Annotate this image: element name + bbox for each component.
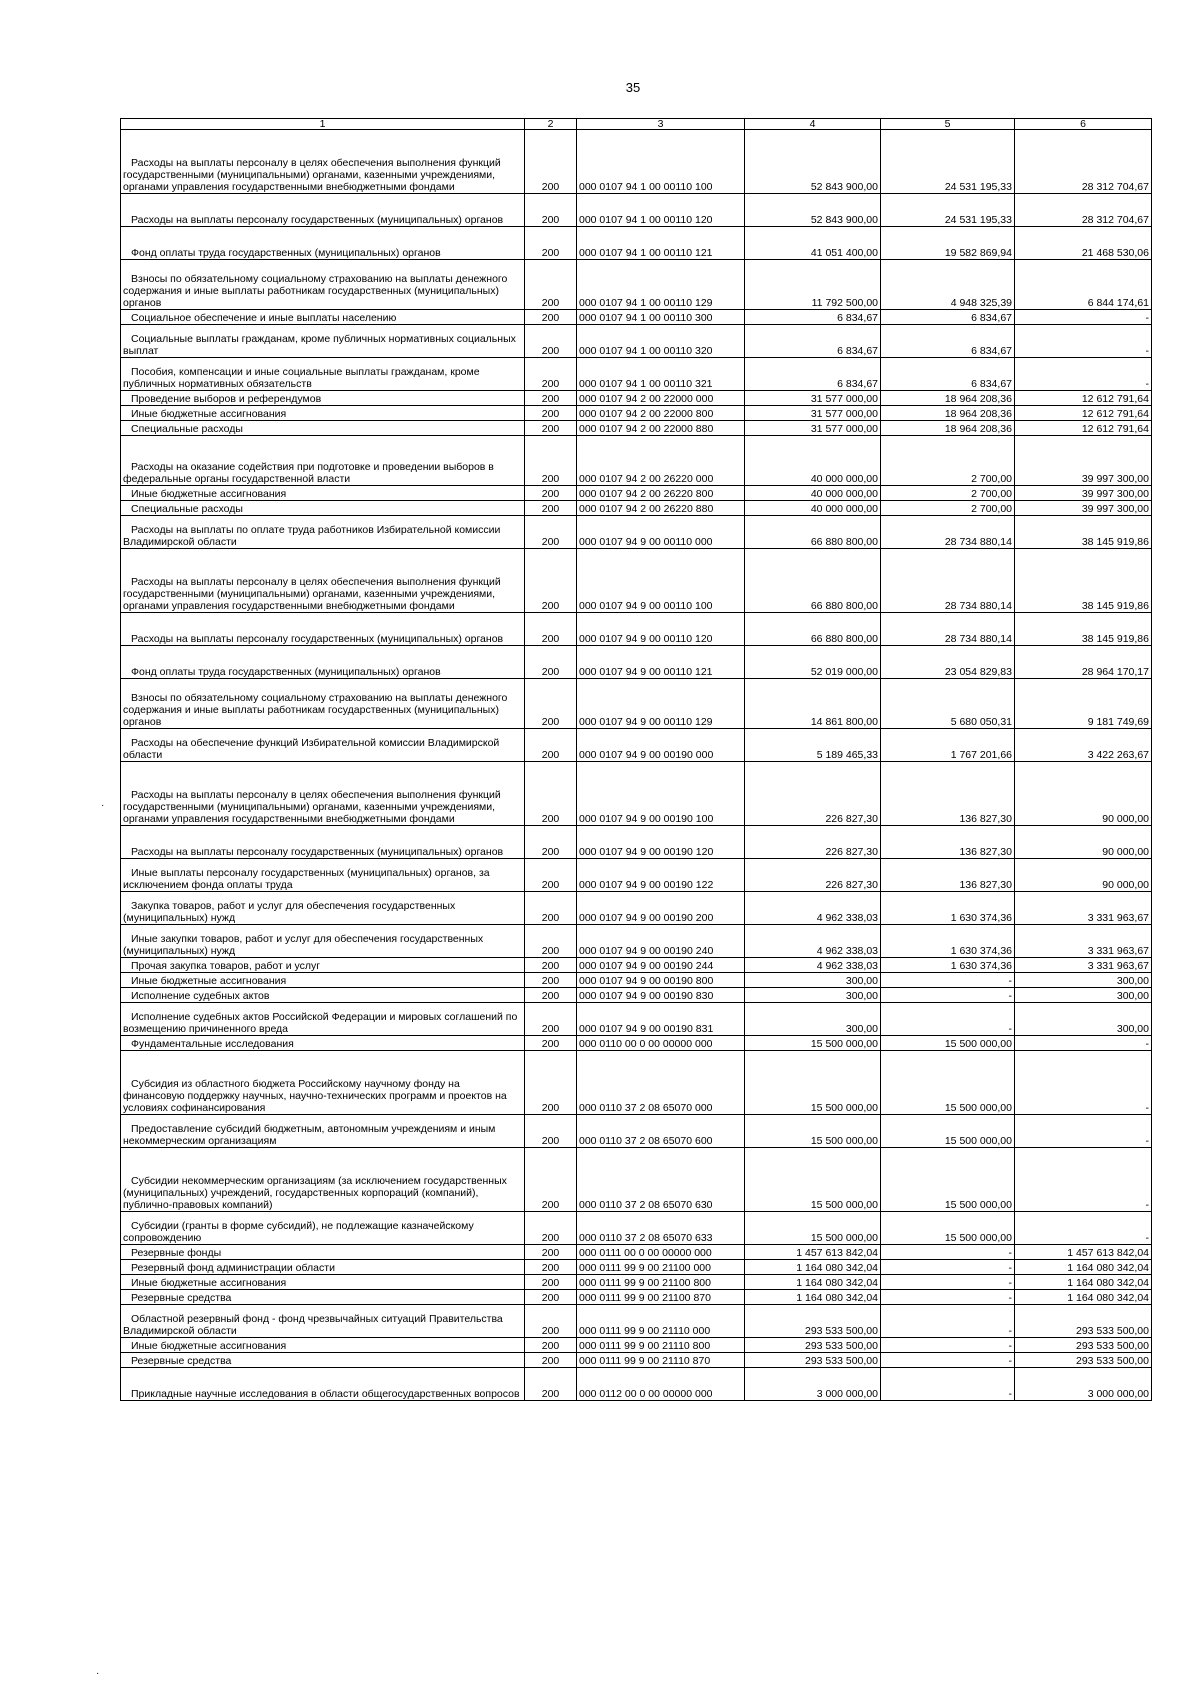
table-row [121,1338,1152,1353]
row-remaining-amount-cell: 300,00 [1015,988,1152,1003]
row-admin-code-cell: 200 [525,227,577,260]
row-budget-code-cell: 000 0111 99 9 00 21100 000 [577,1260,745,1275]
row-name-cell: Субсидии некоммерческим организациям (за исключением государственных (муниципальных) учреждений, государственных корпораций (компаний), публично-правовых компаний) [121,1148,525,1212]
row-admin-code-cell: 200 [525,646,577,679]
row-name-cell: Расходы на оказание содействия при подготовке и проведении выборов в федеральные органы государственной власти [121,436,525,486]
row-name-cell: Резервные средства [121,1290,525,1305]
row-approved-amount-cell: 31 577 000,00 [745,421,881,436]
row-budget-code-cell: 000 0107 94 9 00 00190 120 [577,826,745,859]
table-row [121,325,1152,358]
row-remaining-amount-cell: 1 164 080 342,04 [1015,1275,1152,1290]
row-name-cell: Расходы на выплаты персоналу государственных (муниципальных) органов [121,826,525,859]
table-row [121,646,1152,679]
row-admin-code-cell: 200 [525,1260,577,1275]
row-remaining-amount-cell: 293 533 500,00 [1015,1305,1152,1338]
table-row [121,436,1152,486]
row-budget-code-cell: 000 0110 37 2 08 65070 000 [577,1051,745,1115]
row-executed-amount-cell: - [881,1368,1015,1401]
row-name-cell: Прочая закупка товаров, работ и услуг [121,958,525,973]
row-remaining-amount-cell: 39 997 300,00 [1015,436,1152,486]
row-remaining-amount-cell: 21 468 530,06 [1015,227,1152,260]
row-executed-amount-cell: 136 827,30 [881,826,1015,859]
table-body [121,130,1152,1401]
row-admin-code-cell: 200 [525,729,577,762]
row-admin-code-cell: 200 [525,486,577,501]
table-row [121,1275,1152,1290]
table-row [121,1051,1152,1115]
table-row [121,549,1152,613]
row-remaining-amount-cell: 293 533 500,00 [1015,1338,1152,1353]
row-approved-amount-cell: 66 880 800,00 [745,516,881,549]
row-admin-code-cell: 200 [525,1368,577,1401]
row-admin-code-cell: 200 [525,1212,577,1245]
table-row [121,729,1152,762]
row-remaining-amount-cell: 38 145 919,86 [1015,549,1152,613]
row-executed-amount-cell: 18 964 208,36 [881,406,1015,421]
row-remaining-amount-cell: 9 181 749,69 [1015,679,1152,729]
row-admin-code-cell: 200 [525,391,577,406]
column-header: 5 [881,119,1015,130]
row-admin-code-cell: 200 [525,973,577,988]
row-approved-amount-cell: 1 164 080 342,04 [745,1260,881,1275]
row-admin-code-cell: 200 [525,1305,577,1338]
row-budget-code-cell: 000 0111 99 9 00 21110 000 [577,1305,745,1338]
table-row [121,958,1152,973]
table-row [121,227,1152,260]
row-executed-amount-cell: - [881,1245,1015,1260]
row-executed-amount-cell: 136 827,30 [881,762,1015,826]
row-budget-code-cell: 000 0107 94 2 00 22000 800 [577,406,745,421]
row-name-cell: Областной резервный фонд - фонд чрезвычайных ситуаций Правительства Владимирской области [121,1305,525,1338]
row-remaining-amount-cell: 12 612 791,64 [1015,406,1152,421]
table-row [121,1290,1152,1305]
row-executed-amount-cell: 6 834,67 [881,325,1015,358]
row-executed-amount-cell: - [881,1305,1015,1338]
row-budget-code-cell: 000 0110 37 2 08 65070 633 [577,1212,745,1245]
row-budget-code-cell: 000 0107 94 9 00 00190 122 [577,859,745,892]
row-budget-code-cell: 000 0107 94 2 00 22000 880 [577,421,745,436]
row-remaining-amount-cell: 90 000,00 [1015,859,1152,892]
row-name-cell: Социальные выплаты гражданам, кроме публичных нормативных социальных выплат [121,325,525,358]
row-approved-amount-cell: 66 880 800,00 [745,549,881,613]
row-admin-code-cell: 200 [525,501,577,516]
table-row [121,391,1152,406]
row-budget-code-cell: 000 0107 94 9 00 00110 120 [577,613,745,646]
row-admin-code-cell: 200 [525,406,577,421]
row-executed-amount-cell: 5 680 050,31 [881,679,1015,729]
row-name-cell: Иные бюджетные ассигнования [121,486,525,501]
row-executed-amount-cell: 1 630 374,36 [881,892,1015,925]
row-name-cell: Расходы на обеспечение функций Избирательной комиссии Владимирской области [121,729,525,762]
row-executed-amount-cell: 4 948 325,39 [881,260,1015,310]
budget-execution-table [120,118,1152,1401]
row-admin-code-cell: 200 [525,988,577,1003]
row-admin-code-cell: 200 [525,516,577,549]
row-admin-code-cell: 200 [525,958,577,973]
row-budget-code-cell: 000 0107 94 2 00 26220 000 [577,436,745,486]
row-admin-code-cell: 200 [525,1275,577,1290]
row-name-cell: Исполнение судебных актов Российской Федерации и мировых соглашений по возмещению причиненного вреда [121,1003,525,1036]
row-admin-code-cell: 200 [525,1003,577,1036]
table-row [121,130,1152,194]
row-executed-amount-cell: 18 964 208,36 [881,391,1015,406]
row-name-cell: Расходы на выплаты персоналу в целях обеспечения выполнения функций государственными (муниципальными) органами, казенными учреждениями, органами управления государственными внебюджетными фондами [121,549,525,613]
row-executed-amount-cell: - [881,1260,1015,1275]
row-approved-amount-cell: 5 189 465,33 [745,729,881,762]
row-remaining-amount-cell: - [1015,1051,1152,1115]
row-name-cell: Расходы на выплаты персоналу в целях обеспечения выполнения функций государственными (муниципальными) органами, казенными учреждениями, органами управления государственными внебюджетными фондами [121,130,525,194]
row-admin-code-cell: 200 [525,260,577,310]
table-row [121,613,1152,646]
row-budget-code-cell: 000 0107 94 9 00 00110 121 [577,646,745,679]
row-approved-amount-cell: 293 533 500,00 [745,1338,881,1353]
row-executed-amount-cell: 6 834,67 [881,358,1015,391]
row-executed-amount-cell: 19 582 869,94 [881,227,1015,260]
row-remaining-amount-cell: 3 331 963,67 [1015,958,1152,973]
row-approved-amount-cell: 6 834,67 [745,358,881,391]
row-budget-code-cell: 000 0107 94 1 00 00110 129 [577,260,745,310]
row-budget-code-cell: 000 0112 00 0 00 00000 000 [577,1368,745,1401]
row-remaining-amount-cell: 39 997 300,00 [1015,501,1152,516]
row-approved-amount-cell: 226 827,30 [745,762,881,826]
column-header: 6 [1015,119,1152,130]
row-remaining-amount-cell: 3 331 963,67 [1015,925,1152,958]
row-name-cell: Иные выплаты персоналу государственных (муниципальных) органов, за исключением фонда оплаты труда [121,859,525,892]
row-name-cell: Пособия, компенсации и иные социальные выплаты гражданам, кроме публичных нормативных обязательств [121,358,525,391]
row-budget-code-cell: 000 0111 99 9 00 21110 800 [577,1338,745,1353]
row-budget-code-cell: 000 0107 94 2 00 26220 880 [577,501,745,516]
row-budget-code-cell: 000 0110 37 2 08 65070 600 [577,1115,745,1148]
row-executed-amount-cell: 15 500 000,00 [881,1051,1015,1115]
row-executed-amount-cell: 2 700,00 [881,436,1015,486]
row-budget-code-cell: 000 0107 94 1 00 00110 320 [577,325,745,358]
row-budget-code-cell: 000 0110 00 0 00 00000 000 [577,1036,745,1051]
row-admin-code-cell: 200 [525,1051,577,1115]
row-executed-amount-cell: 2 700,00 [881,486,1015,501]
row-executed-amount-cell: 24 531 195,33 [881,130,1015,194]
table-row [121,1003,1152,1036]
row-executed-amount-cell: 28 734 880,14 [881,549,1015,613]
row-executed-amount-cell: 2 700,00 [881,501,1015,516]
row-budget-code-cell: 000 0107 94 9 00 00190 244 [577,958,745,973]
page-number: 35 [625,80,641,95]
table-row [121,1212,1152,1245]
row-executed-amount-cell: 15 500 000,00 [881,1036,1015,1051]
row-name-cell: Резервный фонд администрации области [121,1260,525,1275]
row-approved-amount-cell: 1 164 080 342,04 [745,1275,881,1290]
row-name-cell: Расходы на выплаты персоналу в целях обеспечения выполнения функций государственными (муниципальными) органами, казенными учреждениями, органами управления государственными внебюджетными фондами [121,762,525,826]
row-admin-code-cell: 200 [525,1115,577,1148]
table-row [121,826,1152,859]
row-approved-amount-cell: 40 000 000,00 [745,486,881,501]
table-row [121,1305,1152,1338]
row-admin-code-cell: 200 [525,421,577,436]
row-executed-amount-cell: 15 500 000,00 [881,1148,1015,1212]
table-row [121,1036,1152,1051]
row-budget-code-cell: 000 0107 94 1 00 00110 120 [577,194,745,227]
row-executed-amount-cell: - [881,1290,1015,1305]
row-name-cell: Предоставление субсидий бюджетным, автономным учреждениям и иным некоммерческим организациям [121,1115,525,1148]
row-name-cell: Закупка товаров, работ и услуг для обеспечения государственных (муниципальных) нужд [121,892,525,925]
row-admin-code-cell: 200 [525,925,577,958]
row-executed-amount-cell: 28 734 880,14 [881,613,1015,646]
row-admin-code-cell: 200 [525,549,577,613]
row-executed-amount-cell: 28 734 880,14 [881,516,1015,549]
row-admin-code-cell: 200 [525,826,577,859]
row-admin-code-cell: 200 [525,762,577,826]
table-row [121,925,1152,958]
row-executed-amount-cell: - [881,1353,1015,1368]
row-budget-code-cell: 000 0107 94 9 00 00110 100 [577,549,745,613]
row-remaining-amount-cell: - [1015,1212,1152,1245]
row-remaining-amount-cell: 1 164 080 342,04 [1015,1260,1152,1275]
row-approved-amount-cell: 40 000 000,00 [745,501,881,516]
row-name-cell: Иные бюджетные ассигнования [121,1275,525,1290]
row-name-cell: Специальные расходы [121,501,525,516]
row-admin-code-cell: 200 [525,613,577,646]
row-budget-code-cell: 000 0107 94 9 00 00190 240 [577,925,745,958]
row-admin-code-cell: 200 [525,1290,577,1305]
row-remaining-amount-cell: - [1015,1148,1152,1212]
row-remaining-amount-cell: 300,00 [1015,1003,1152,1036]
row-name-cell: Иные закупки товаров, работ и услуг для обеспечения государственных (муниципальных) нужд [121,925,525,958]
row-remaining-amount-cell: 3 422 263,67 [1015,729,1152,762]
row-executed-amount-cell: 1 630 374,36 [881,925,1015,958]
row-remaining-amount-cell: - [1015,358,1152,391]
table-row [121,1115,1152,1148]
row-approved-amount-cell: 15 500 000,00 [745,1148,881,1212]
table-row [121,1148,1152,1212]
row-approved-amount-cell: 6 834,67 [745,325,881,358]
row-approved-amount-cell: 1 164 080 342,04 [745,1290,881,1305]
row-admin-code-cell: 200 [525,679,577,729]
row-remaining-amount-cell: 293 533 500,00 [1015,1353,1152,1368]
row-approved-amount-cell: 293 533 500,00 [745,1353,881,1368]
table-row [121,486,1152,501]
row-remaining-amount-cell: - [1015,325,1152,358]
row-remaining-amount-cell: 3 331 963,67 [1015,892,1152,925]
row-approved-amount-cell: 15 500 000,00 [745,1036,881,1051]
row-approved-amount-cell: 14 861 800,00 [745,679,881,729]
table-row [121,762,1152,826]
row-budget-code-cell: 000 0107 94 9 00 00190 830 [577,988,745,1003]
table-row [121,501,1152,516]
row-remaining-amount-cell: - [1015,1115,1152,1148]
row-admin-code-cell: 200 [525,325,577,358]
row-remaining-amount-cell: - [1015,310,1152,325]
row-name-cell: Иные бюджетные ассигнования [121,973,525,988]
row-name-cell: Исполнение судебных актов [121,988,525,1003]
row-approved-amount-cell: 3 000 000,00 [745,1368,881,1401]
table-row [121,988,1152,1003]
row-executed-amount-cell: - [881,988,1015,1003]
row-executed-amount-cell: - [881,1338,1015,1353]
row-approved-amount-cell: 52 843 900,00 [745,194,881,227]
row-approved-amount-cell: 11 792 500,00 [745,260,881,310]
row-budget-code-cell: 000 0107 94 9 00 00110 129 [577,679,745,729]
row-approved-amount-cell: 300,00 [745,1003,881,1036]
row-approved-amount-cell: 40 000 000,00 [745,436,881,486]
row-budget-code-cell: 000 0107 94 1 00 00110 121 [577,227,745,260]
row-admin-code-cell: 200 [525,436,577,486]
row-budget-code-cell: 000 0107 94 1 00 00110 300 [577,310,745,325]
row-remaining-amount-cell: 1 457 613 842,04 [1015,1245,1152,1260]
row-approved-amount-cell: 226 827,30 [745,859,881,892]
row-name-cell: Расходы на выплаты по оплате труда работников Избирательной комиссии Владимирской области [121,516,525,549]
row-name-cell: Фонд оплаты труда государственных (муниципальных) органов [121,646,525,679]
row-executed-amount-cell: 24 531 195,33 [881,194,1015,227]
row-budget-code-cell: 000 0107 94 2 00 26220 800 [577,486,745,501]
row-admin-code-cell: 200 [525,1148,577,1212]
row-name-cell: Расходы на выплаты персоналу государственных (муниципальных) органов [121,194,525,227]
row-name-cell: Социальное обеспечение и иные выплаты населению [121,310,525,325]
table-row [121,1353,1152,1368]
row-budget-code-cell: 000 0107 94 1 00 00110 100 [577,130,745,194]
row-name-cell: Иные бюджетные ассигнования [121,1338,525,1353]
row-approved-amount-cell: 293 533 500,00 [745,1305,881,1338]
row-name-cell: Резервные средства [121,1353,525,1368]
row-approved-amount-cell: 15 500 000,00 [745,1051,881,1115]
row-admin-code-cell: 200 [525,1338,577,1353]
row-name-cell: Фонд оплаты труда государственных (муниципальных) органов [121,227,525,260]
table-row [121,421,1152,436]
row-name-cell: Специальные расходы [121,421,525,436]
row-approved-amount-cell: 4 962 338,03 [745,925,881,958]
row-approved-amount-cell: 66 880 800,00 [745,613,881,646]
row-name-cell: Субсидия из областного бюджета Российскому научному фонду на финансовую поддержку научных, научно-технических программ и проектов на условиях софинансирования [121,1051,525,1115]
column-header: 2 [525,119,577,130]
row-admin-code-cell: 200 [525,892,577,925]
row-approved-amount-cell: 300,00 [745,988,881,1003]
row-executed-amount-cell: 1 767 201,66 [881,729,1015,762]
row-approved-amount-cell: 6 834,67 [745,310,881,325]
row-executed-amount-cell: 1 630 374,36 [881,958,1015,973]
row-executed-amount-cell: 23 054 829,83 [881,646,1015,679]
table-row [121,973,1152,988]
row-remaining-amount-cell: 3 000 000,00 [1015,1368,1152,1401]
column-header: 4 [745,119,881,130]
table-row [121,358,1152,391]
row-approved-amount-cell: 300,00 [745,973,881,988]
row-budget-code-cell: 000 0107 94 9 00 00190 200 [577,892,745,925]
table-row [121,892,1152,925]
row-remaining-amount-cell: 39 997 300,00 [1015,486,1152,501]
row-budget-code-cell: 000 0107 94 9 00 00110 000 [577,516,745,549]
row-executed-amount-cell: 15 500 000,00 [881,1212,1015,1245]
table-row [121,1260,1152,1275]
row-remaining-amount-cell: 90 000,00 [1015,826,1152,859]
row-executed-amount-cell: - [881,1275,1015,1290]
row-budget-code-cell: 000 0110 37 2 08 65070 630 [577,1148,745,1212]
row-approved-amount-cell: 4 962 338,03 [745,892,881,925]
table-row [121,859,1152,892]
row-approved-amount-cell: 1 457 613 842,04 [745,1245,881,1260]
row-name-cell: Взносы по обязательному социальному страхованию на выплаты денежного содержания и иные выплаты работникам государственных (муниципальных) органов [121,679,525,729]
row-budget-code-cell: 000 0107 94 1 00 00110 321 [577,358,745,391]
row-admin-code-cell: 200 [525,130,577,194]
row-approved-amount-cell: 4 962 338,03 [745,958,881,973]
row-executed-amount-cell: 18 964 208,36 [881,421,1015,436]
row-executed-amount-cell: - [881,1003,1015,1036]
row-budget-code-cell: 000 0111 99 9 00 21100 800 [577,1275,745,1290]
row-remaining-amount-cell: 12 612 791,64 [1015,391,1152,406]
row-approved-amount-cell: 31 577 000,00 [745,391,881,406]
row-remaining-amount-cell: - [1015,1036,1152,1051]
row-name-cell: Иные бюджетные ассигнования [121,406,525,421]
header-row [121,119,1152,130]
row-approved-amount-cell: 226 827,30 [745,826,881,859]
row-budget-code-cell: 000 0107 94 9 00 00190 100 [577,762,745,826]
row-approved-amount-cell: 41 051 400,00 [745,227,881,260]
table-row [121,310,1152,325]
row-budget-code-cell: 000 0107 94 9 00 00190 800 [577,973,745,988]
row-remaining-amount-cell: 12 612 791,64 [1015,421,1152,436]
row-remaining-amount-cell: 28 312 704,67 [1015,130,1152,194]
row-name-cell: Проведение выборов и референдумов [121,391,525,406]
row-remaining-amount-cell: 1 164 080 342,04 [1015,1290,1152,1305]
row-name-cell: Взносы по обязательному социальному страхованию на выплаты денежного содержания и иные выплаты работникам государственных (муниципальных) органов [121,260,525,310]
row-admin-code-cell: 200 [525,1353,577,1368]
row-executed-amount-cell: - [881,973,1015,988]
table-row [121,260,1152,310]
table-row [121,679,1152,729]
row-budget-code-cell: 000 0107 94 9 00 00190 831 [577,1003,745,1036]
row-approved-amount-cell: 52 843 900,00 [745,130,881,194]
column-header: 1 [121,119,525,130]
row-budget-code-cell: 000 0111 99 9 00 21100 870 [577,1290,745,1305]
row-budget-code-cell: 000 0111 99 9 00 21110 870 [577,1353,745,1368]
row-admin-code-cell: 200 [525,1245,577,1260]
row-executed-amount-cell: 15 500 000,00 [881,1115,1015,1148]
row-name-cell: Резервные фонды [121,1245,525,1260]
row-admin-code-cell: 200 [525,358,577,391]
row-remaining-amount-cell: 6 844 174,61 [1015,260,1152,310]
row-remaining-amount-cell: 28 312 704,67 [1015,194,1152,227]
table-row [121,1245,1152,1260]
row-name-cell: Субсидии (гранты в форме субсидий), не подлежащие казначейскому сопровождению [121,1212,525,1245]
table-row [121,194,1152,227]
row-approved-amount-cell: 15 500 000,00 [745,1115,881,1148]
row-name-cell: Фундаментальные исследования [121,1036,525,1051]
row-executed-amount-cell: 136 827,30 [881,859,1015,892]
row-remaining-amount-cell: 38 145 919,86 [1015,613,1152,646]
row-approved-amount-cell: 52 019 000,00 [745,646,881,679]
row-budget-code-cell: 000 0107 94 2 00 22000 000 [577,391,745,406]
table-row [121,1368,1152,1401]
row-budget-code-cell: 000 0107 94 9 00 00190 000 [577,729,745,762]
row-remaining-amount-cell: 90 000,00 [1015,762,1152,826]
row-name-cell: Прикладные научные исследования в области общегосударственных вопросов [121,1368,525,1401]
row-name-cell: Расходы на выплаты персоналу государственных (муниципальных) органов [121,613,525,646]
column-header: 3 [577,119,745,130]
row-admin-code-cell: 200 [525,1036,577,1051]
row-executed-amount-cell: 6 834,67 [881,310,1015,325]
row-remaining-amount-cell: 300,00 [1015,973,1152,988]
row-budget-code-cell: 000 0111 00 0 00 00000 000 [577,1245,745,1260]
row-admin-code-cell: 200 [525,859,577,892]
table-row [121,406,1152,421]
row-approved-amount-cell: 15 500 000,00 [745,1212,881,1245]
table-row [121,516,1152,549]
row-remaining-amount-cell: 38 145 919,86 [1015,516,1152,549]
row-remaining-amount-cell: 28 964 170,17 [1015,646,1152,679]
row-admin-code-cell: 200 [525,310,577,325]
row-approved-amount-cell: 31 577 000,00 [745,406,881,421]
row-admin-code-cell: 200 [525,194,577,227]
